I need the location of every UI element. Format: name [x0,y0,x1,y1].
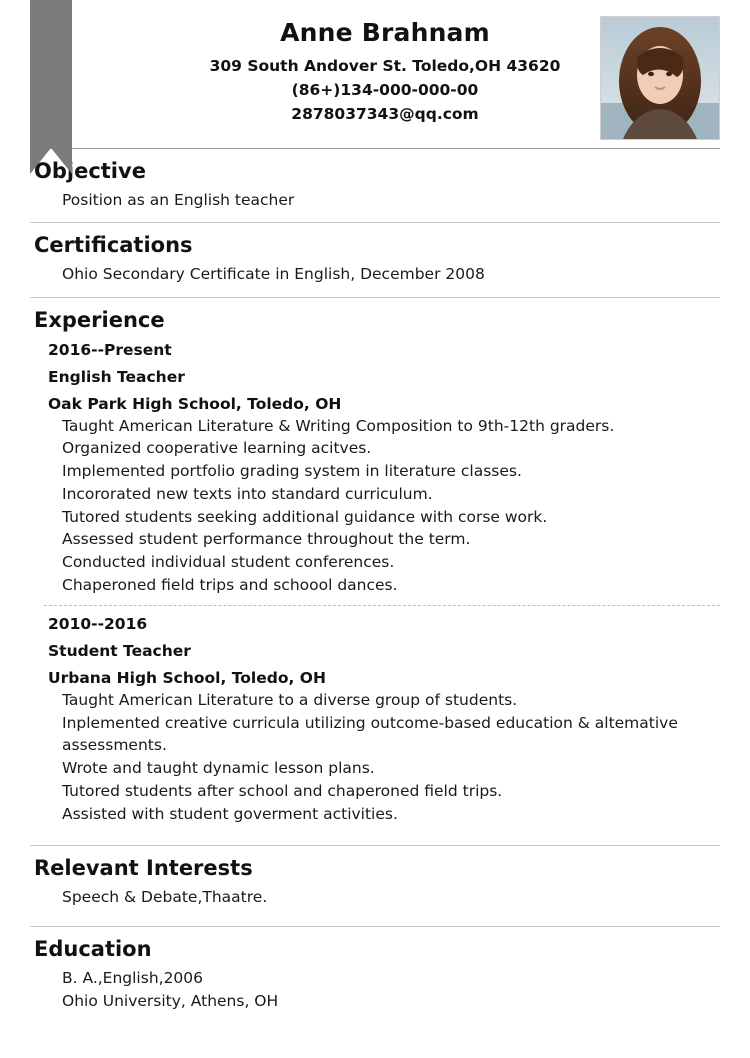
experience-entry [30,341,720,597]
divider [30,222,720,223]
section-title-education: Education [34,936,152,961]
objective-text: Position as an English teacher [62,191,295,209]
list-item: Chaperoned field trips and schoool dances. [62,575,398,594]
list-item: Incororated new texts into standard curriculum. [62,484,433,503]
list-item: Organized cooperative learning acitves. [62,439,372,458]
list-item: Implemented portfolio grading system in literature classes. [62,462,522,481]
experience-entry [30,615,720,826]
list-item: Assessed student performance throughout the term. [62,530,471,549]
address-line: 309 South Andover St. Toledo,OH 43620 [209,57,561,75]
list-item: Inplemented creative curricula utilizing outcome-based education & altemative assessments. [62,713,678,755]
section-interests [0,856,750,909]
avatar [600,16,720,140]
list-item: Tutored students after school and chaperoned field trips. [62,781,503,800]
divider [30,148,720,149]
section-certifications [0,233,750,286]
divider-dashed [44,605,720,606]
section-title-experience: Experience [34,307,165,332]
education-school: Ohio University, Athens, OH [62,991,279,1010]
experience-organization: Urbana High School, Toledo, OH [48,668,326,687]
section-education [0,937,750,1014]
section-title-certifications: Certifications [34,233,193,258]
experience-dates: 2010--2016 [48,614,148,633]
divider [30,926,720,927]
experience-role: English Teacher [48,367,185,386]
divider [30,297,720,298]
list-item: Taught American Literature & Writing Composition to 9th-12th graders. [62,416,615,435]
section-objective [0,159,750,212]
section-title-interests: Relevant Interests [34,856,253,881]
experience-bullets [62,689,720,826]
list-item: Taught American Literature to a diverse group of students. [62,690,518,709]
certifications-text: Ohio Secondary Certificate in English, December 2008 [62,265,485,284]
phone-line: (86+)134-000-000-00 [291,81,479,100]
list-item: Wrote and taught dynamic lesson plans. [62,759,375,778]
email-line: 2878037343@qq.com [291,105,479,124]
list-item: Conducted individual student conferences. [62,553,395,572]
divider [30,845,720,846]
section-title-objective: Objective [34,159,146,183]
experience-organization: Oak Park High School, Toledo, OH [48,394,342,413]
section-experience [0,308,750,597]
resume-header [0,0,750,148]
page-title: Anne Brahnam [280,18,490,47]
list-item: Assisted with student goverment activities. [62,804,398,823]
education-degree: B. A.,English,2006 [62,968,204,987]
experience-role: Student Teacher [48,641,191,660]
list-item: Tutored students seeking additional guidance with corse work. [62,507,548,526]
experience-bullets [62,415,720,597]
interests-text: Speech & Debate,Thaatre. [62,888,268,907]
experience-entry-second [0,615,750,826]
experience-dates: 2016--Present [48,340,172,359]
